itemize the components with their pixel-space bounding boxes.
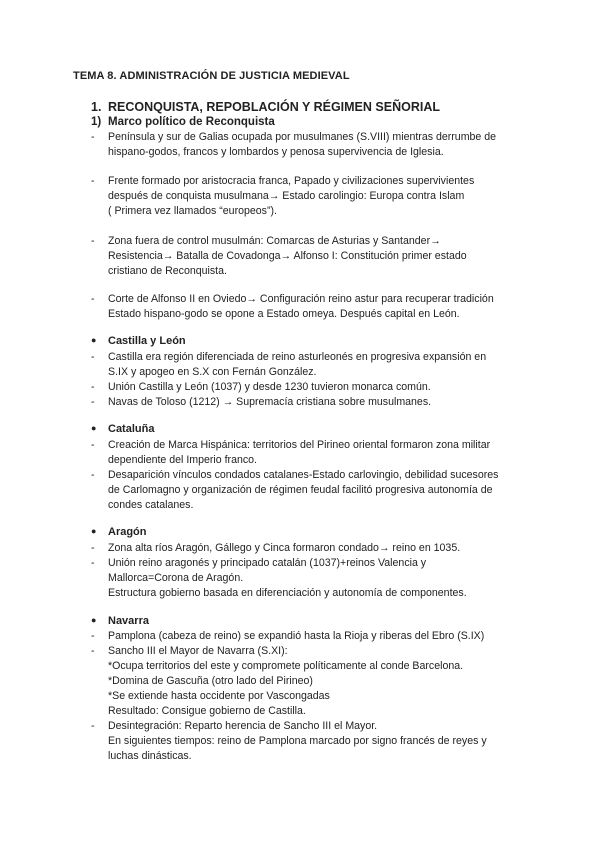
bullet-icon: ● — [91, 615, 97, 625]
item-text: *Domina de Gascuña (otro lado del Pirineo) — [108, 675, 313, 687]
item-text: Navas de Toloso (1212) → Supremacía cristiana sobre musulmanes. — [108, 396, 432, 408]
dash-marker: - — [91, 131, 95, 143]
section-heading-text: RECONQUISTA, REPOBLACIÓN Y RÉGIMEN SEÑORIAL — [108, 100, 440, 114]
item-text: Zona fuera de control musulmán: Comarcas de Asturias y Santander→ — [108, 235, 441, 247]
dash-marker: - — [91, 630, 95, 642]
item-text: Creación de Marca Hispánica: territorios del Pirineo oriental formaron zona militar — [108, 439, 491, 451]
item-text: Mallorca=Corona de Aragón. — [108, 572, 244, 584]
list-item — [91, 174, 531, 219]
item-text: Unión reino aragonés y principado catalán (1037)+reinos Valencia y — [108, 557, 427, 569]
list-item — [91, 292, 531, 322]
item-text: luchas dinásticas. — [108, 750, 192, 762]
item-text: ( Primera vez llamados “europeos”). — [108, 205, 277, 217]
item-text: Desintegración: Reparto herencia de Sancho III el Mayor. — [108, 720, 378, 732]
item-text: dependiente del Imperio franco. — [108, 454, 258, 466]
item-text: *Se extiende hasta occidente por Vascongadas — [108, 690, 330, 702]
item-text: Resistencia→ Batalla de Covadonga→ Alfonso I: Constitución primer estado — [108, 250, 467, 262]
item-text: Desaparición vínculos condados catalanes-Estado carlovingio, debilidad sucesores — [108, 469, 499, 481]
item-text: después de conquista musulmana→ Estado carolingio: Europa contra Islam — [108, 190, 465, 202]
item-text: Frente formado por aristocracia franca, Papado y civilizaciones supervivientes — [108, 175, 475, 187]
dash-marker: - — [91, 396, 95, 408]
list-item — [91, 629, 531, 764]
subsection-castilla-heading — [91, 335, 186, 347]
dash-marker: - — [91, 439, 95, 451]
bullet-icon: ● — [91, 423, 97, 433]
dash-marker: - — [91, 557, 95, 569]
section-heading — [91, 100, 440, 114]
dash-marker: - — [91, 720, 95, 732]
dash-marker: - — [91, 235, 95, 247]
dash-marker: - — [91, 381, 95, 393]
subsection-number: 1) — [91, 116, 102, 128]
section-number: 1. — [91, 100, 102, 114]
bullet-icon: ● — [91, 526, 97, 536]
subsection-heading-text: Castilla y León — [108, 335, 186, 347]
item-text: *Ocupa territorios del este y compromete políticamente al conde Barcelona. — [108, 660, 464, 672]
subsection-heading-text: Cataluña — [108, 423, 155, 435]
list-item — [91, 130, 531, 160]
item-text: Sancho III el Mayor de Navarra (S.XI): — [108, 645, 288, 657]
document-title: TEMA 8. ADMINISTRACIÓN DE JUSTICIA MEDIEVAL — [73, 70, 350, 82]
dash-marker: - — [91, 351, 95, 363]
list-item — [91, 438, 531, 513]
item-text: Corte de Alfonso II en Oviedo→ Configuración reino astur para recuperar tradición — [108, 293, 494, 305]
subsection-cataluna-heading — [91, 423, 154, 435]
item-text: de Carlomagno y organización de régimen feudal facilitó progresiva autonomía de — [108, 484, 493, 496]
bullet-icon: ● — [91, 335, 97, 345]
item-text: Península y sur de Galias ocupada por musulmanes (S.VIII) mientras derrumbe de — [108, 131, 497, 143]
list-item — [91, 541, 531, 601]
dash-marker: - — [91, 542, 95, 554]
item-text: Estado hispano-godo se opone a Estado omeya. Después capital en León. — [108, 308, 460, 320]
item-text: Castilla era región diferenciada de reino asturleonés en progresiva expansión en — [108, 351, 487, 363]
item-text: Unión Castilla y León (1037) y desde 1230 tuvieron monarca común. — [108, 381, 431, 393]
item-text: Resultado: Consigue gobierno de Castilla. — [108, 705, 306, 717]
subsection-heading-text: Aragón — [108, 526, 147, 538]
subsection-aragon-heading — [91, 526, 147, 538]
subsection-heading — [91, 116, 275, 128]
dash-marker: - — [91, 469, 95, 481]
list-item — [91, 350, 531, 410]
item-text: condes catalanes. — [108, 499, 194, 511]
item-text: En siguientes tiempos: reino de Pamplona marcado por signo francés de reyes y — [108, 735, 487, 747]
item-text: cristiano de Reconquista. — [108, 265, 227, 277]
item-text: Estructura gobierno basada en diferenciación y autonomía de componentes. — [108, 587, 467, 599]
list-item — [91, 234, 531, 279]
dash-marker: - — [91, 175, 95, 187]
dash-marker: - — [91, 293, 95, 305]
subsection-heading-text: Marco político de Reconquista — [108, 116, 275, 128]
item-text: hispano-godos, francos y lombardos y penosa supervivencia de Iglesia. — [108, 146, 444, 158]
item-text: Pamplona (cabeza de reino) se expandió hasta la Rioja y riberas del Ebro (S.IX) — [108, 630, 485, 642]
item-text: Zona alta ríos Aragón, Gállego y Cinca formaron condado→ reino en 1035. — [108, 542, 461, 554]
dash-marker: - — [91, 645, 95, 657]
subsection-heading-text: Navarra — [108, 615, 149, 627]
subsection-navarra-heading — [91, 615, 149, 627]
item-text: S.IX y apogeo en S.X con Fernán González. — [108, 366, 317, 378]
